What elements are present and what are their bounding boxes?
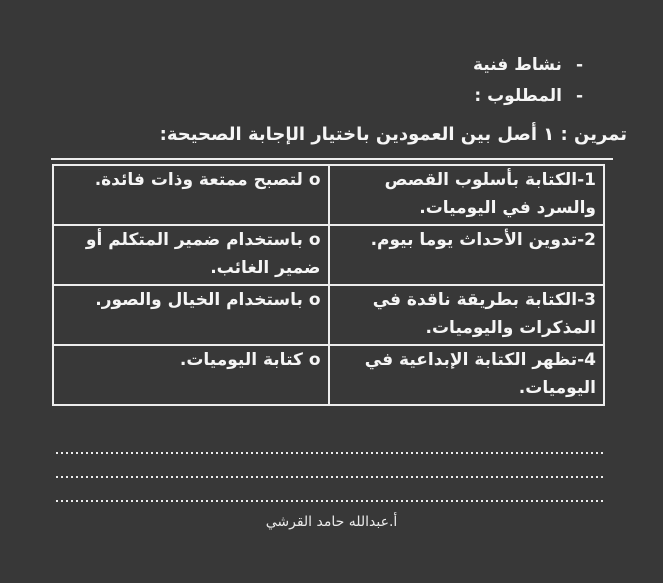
- right-column-cell: 3-الكتابة بطريقة ناقدة في المذكرات واليوميات.: [329, 285, 605, 345]
- table-row: [53, 225, 604, 285]
- bullet-label: المطلوب :: [474, 86, 562, 106]
- table-row: [53, 285, 604, 345]
- left-column-cell: o باستخدام الخيال والصور.: [53, 285, 329, 345]
- exercise-title: تمرين : ١ أصل بين العمودين باختيار الإجابة الصحيحة:: [159, 124, 627, 145]
- answer-dotted-line: [56, 452, 605, 454]
- dash-bullet: -: [575, 86, 583, 106]
- right-column-cell: 1-الكتابة بأسلوب القصص والسرد في اليوميات.: [329, 165, 605, 225]
- answer-dotted-line: [56, 500, 605, 502]
- left-column-cell: o كتابة اليوميات.: [53, 345, 329, 405]
- matching-table: [52, 164, 605, 406]
- right-column-cell: 4-تظهر الكتابة الإبداعية في اليوميات.: [329, 345, 605, 405]
- right-column-cell: 2-تدوين الأحداث يوما بيوم.: [329, 225, 605, 285]
- answer-dotted-line: [56, 476, 605, 478]
- divider-line: [51, 158, 613, 160]
- table-row: [53, 345, 604, 405]
- dash-bullet: -: [575, 55, 583, 75]
- bullet-item: [473, 50, 583, 81]
- left-column-cell: o لتصبح ممتعة وذات فائدة.: [53, 165, 329, 225]
- table-row: [53, 165, 604, 225]
- bullet-label: نشاط فنية: [472, 55, 562, 75]
- header-bullet-list: [473, 50, 583, 112]
- teacher-signature: أ.عبدالله حامد القرشي: [265, 514, 398, 530]
- left-column-cell: o باستخدام ضمير المتكلم أو ضمير الغائب.: [53, 225, 329, 285]
- bullet-item: [473, 81, 583, 112]
